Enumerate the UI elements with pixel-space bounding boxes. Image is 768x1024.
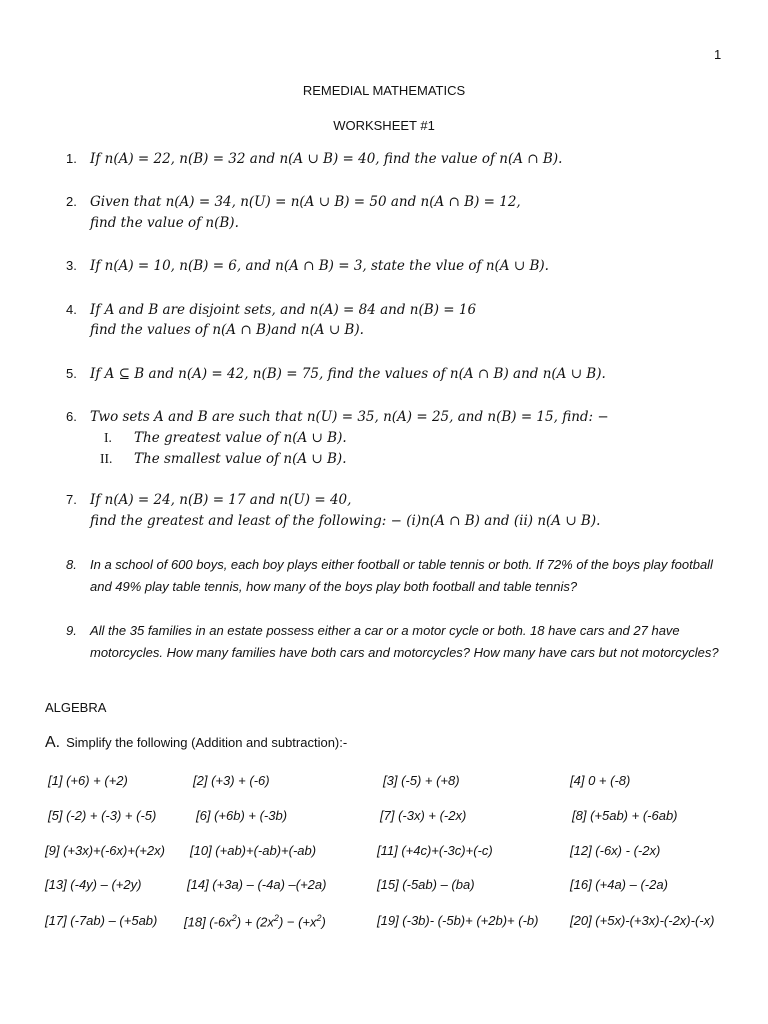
exercise-item-18: [18] $(-6x^2) + (2x^2) - (+x^2)$ <box>184 913 326 930</box>
exercise-item: [10] (+ab)+(-ab)+(-ab) <box>190 843 317 858</box>
question-text: Given that n(A) = 34, n(U) = n(A ∪ B) = 50 and n(A ∩ B) = 12, <box>90 194 521 210</box>
question-text: If n(A) = 24, n(B) = 17 and n(U) = 40, <box>90 492 352 508</box>
question-text-line2: find the value of n(B). <box>90 215 239 231</box>
question-text: If n(A) = 22, n(B) = 32 and n(A ∪ B) = 40, find the value of n(A ∩ B). <box>90 151 563 167</box>
exercise-item: [19] (-3b)- (-5b)+ (+2b)+ (-b) <box>377 913 539 928</box>
question-number: 7. <box>66 492 77 507</box>
exercise-item: [3] (-5) + (+8) <box>383 773 460 788</box>
exercise-item: [13] (-4y) – (+2y) <box>45 877 142 892</box>
subitem-number: I. <box>104 430 112 445</box>
question-text-line2: find the greatest and least of the following: − (i)n(A ∩ B) and (ii) n(A ∪ B). <box>90 513 601 529</box>
exercise-item: [4] 0 + (-8) <box>570 773 631 788</box>
exercise-item: [7] (-3x) + (-2x) <box>380 808 467 823</box>
exercise-item: [17] (-7ab) – (+5ab) <box>45 913 158 928</box>
question-number: 2. <box>66 194 77 209</box>
worksheet-subtitle: WORKSHEET #1 <box>333 118 435 133</box>
exercise-item: [15] (-5ab) – (ba) <box>377 877 475 892</box>
page-title: REMEDIAL MATHEMATICS <box>302 83 466 98</box>
question-text-line2: find the values of n(A ∩ B)and n(A ∪ B). <box>90 322 364 338</box>
exercise-item: [8] (+5ab) + (-6ab) <box>572 808 678 823</box>
section-heading-algebra: ALGEBRA <box>45 700 107 715</box>
question-number: 8. <box>66 557 77 572</box>
question-number: 1. <box>66 151 77 166</box>
question-text: All the 35 families in an estate possess either a car or a motor cycle or both. 18 have cars and 27 have motorcycles. How many families have both cars and motorcycles? How many have cars but not motorcycles? <box>90 623 719 660</box>
exercise-item: [14] (+3a) – (-4a) –(+2a) <box>187 877 327 892</box>
question-text: If A ⊆ B and n(A) = 42, n(B) = 75, find the values of n(A ∩ B) and n(A ∪ B). <box>90 366 606 382</box>
exercise-number: [18] <box>184 914 206 930</box>
subitem-text: The greatest value of n(A ∪ B). <box>134 430 347 446</box>
question-text: If A and B are disjoint sets, and n(A) = 84 and n(B) = 16 <box>90 302 477 318</box>
subsection-text: Simplify the following (Addition and subtraction):- <box>66 735 348 750</box>
exercise-item: [12] (-6x) - (-2x) <box>570 843 661 858</box>
exercise-item: [6] (+6b) + (-3b) <box>196 808 288 823</box>
question-text: Two sets A and B are such that n(U) = 35, n(A) = 25, and n(B) = 15, find: − <box>90 409 609 425</box>
question-number: 6. <box>66 409 77 424</box>
question-number: 4. <box>66 302 77 317</box>
exercise-item: [9] (+3x)+(-6x)+(+2x) <box>45 843 165 858</box>
question-number: 5. <box>66 366 77 381</box>
exercise-item: [20] (+5x)-(+3x)-(-2x)-(-x) <box>570 913 715 928</box>
subitem-number: II. <box>100 451 113 466</box>
subsection-letter: A. <box>45 734 61 751</box>
question-text: In a school of 600 boys, each boy plays either football or table tennis or both. If 72% of the boys play football and 49% play table tennis, how many of the boys play both football and table tennis? <box>90 557 713 594</box>
exercise-item: [2] (+3) + (-6) <box>193 773 270 788</box>
subitem-text: The smallest value of n(A ∪ B). <box>134 451 347 467</box>
question-number: 3. <box>66 258 77 273</box>
exercise-item: [16] (+4a) – (-2a) <box>570 877 668 892</box>
exercise-item: [5] (-2) + (-3) + (-5) <box>48 808 157 823</box>
page-number: 1 <box>714 47 722 62</box>
question-number: 9. <box>66 623 77 638</box>
exercise-item: [1] (+6) + (+2) <box>48 773 128 788</box>
question-text: If n(A) = 10, n(B) = 6, and n(A ∩ B) = 3, state the vlue of n(A ∪ B). <box>90 258 549 274</box>
subsection-heading <box>45 734 347 752</box>
exercise-item: [11] (+4c)+(-3c)+(-c) <box>377 843 493 858</box>
